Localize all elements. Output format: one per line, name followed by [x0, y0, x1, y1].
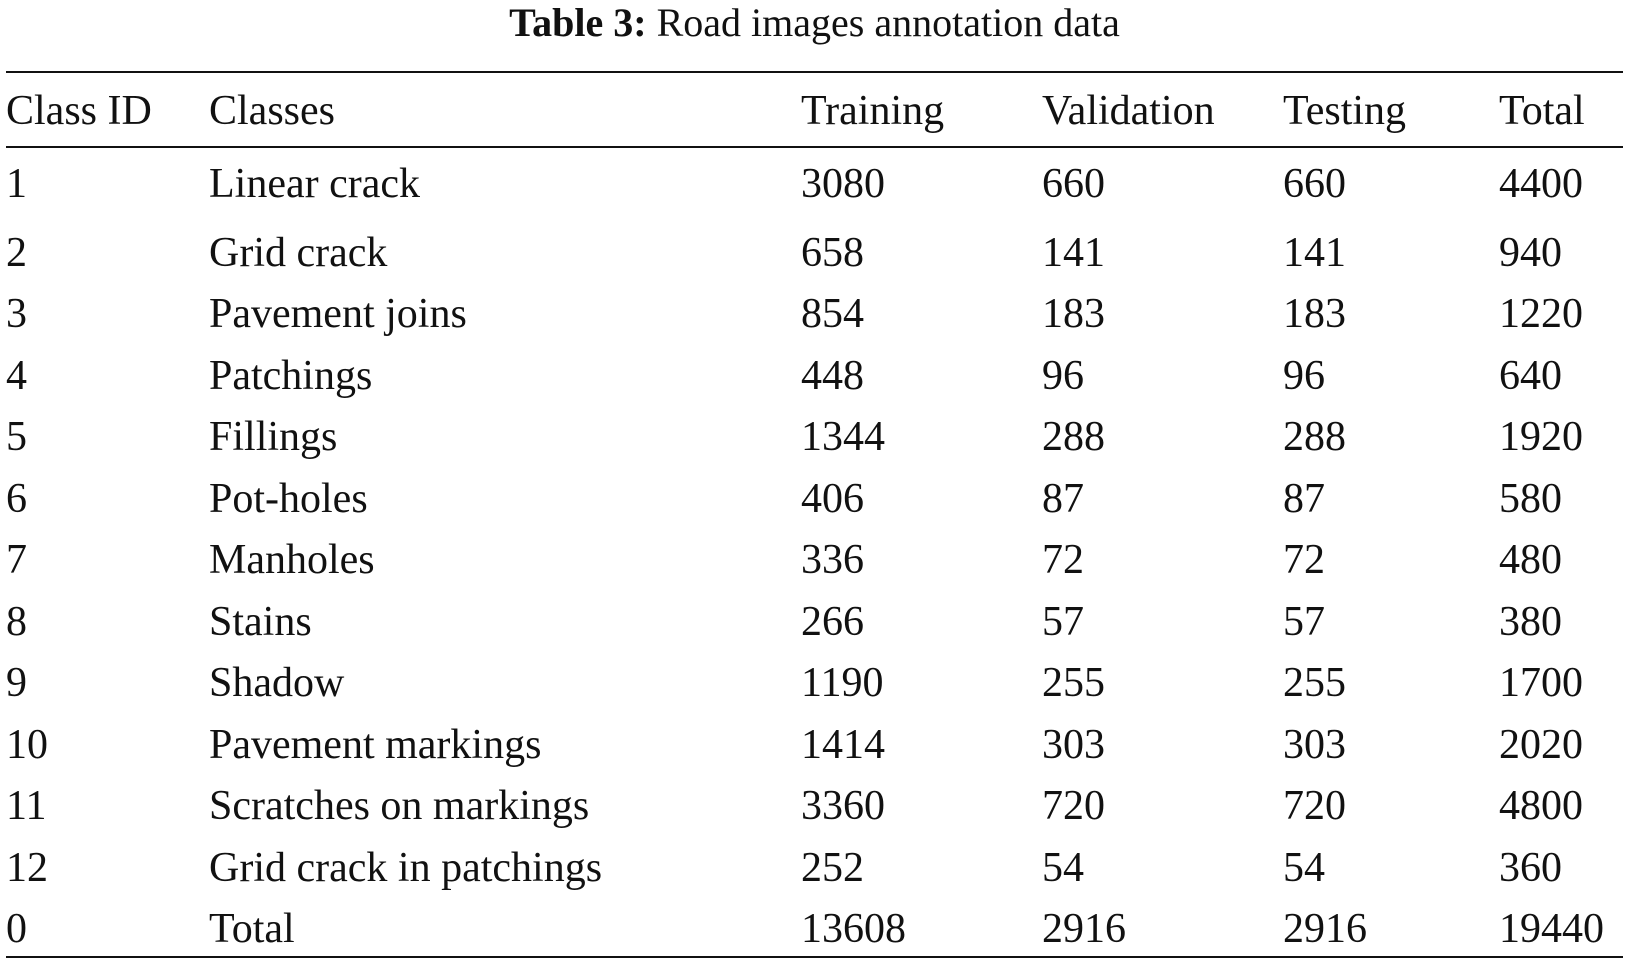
- cell-testing: 183: [1283, 291, 1346, 338]
- cell-testing: 72: [1283, 537, 1325, 584]
- cell-total: 2020: [1499, 721, 1583, 768]
- cell-class-name: Total: [209, 906, 295, 953]
- cell-class-name: Grid crack: [209, 229, 388, 276]
- table-row: [6, 591, 1623, 653]
- cell-total: 1920: [1499, 414, 1583, 461]
- cell-testing: 96: [1283, 352, 1325, 399]
- caption-label: Table 3:: [509, 0, 647, 45]
- cell-testing: 255: [1283, 660, 1346, 707]
- cell-validation: 303: [1042, 721, 1105, 768]
- header-testing: Testing: [1283, 88, 1407, 134]
- cell-total: 480: [1499, 537, 1562, 584]
- cell-class-name: Fillings: [209, 414, 338, 461]
- cell-training: 406: [801, 475, 864, 522]
- cell-testing: 2916: [1283, 906, 1367, 953]
- cell-class-id: 8: [6, 598, 27, 645]
- cell-total: 4800: [1499, 783, 1583, 830]
- cell-class-name: Stains: [209, 598, 312, 645]
- cell-training: 1344: [801, 414, 885, 461]
- table-caption: [0, 0, 1629, 50]
- cell-total: 940: [1499, 229, 1562, 276]
- cell-training: 1414: [801, 721, 885, 768]
- table-body: [6, 146, 1623, 960]
- cell-training: 1190: [801, 660, 884, 707]
- cell-class-id: 0: [6, 906, 27, 953]
- cell-testing: 303: [1283, 721, 1346, 768]
- cell-class-id: 1: [6, 161, 27, 207]
- cell-class-id: 10: [6, 721, 48, 768]
- header-classes: Classes: [209, 88, 335, 134]
- cell-validation: 87: [1042, 475, 1084, 522]
- table-row: [6, 407, 1623, 469]
- table-row: [6, 530, 1623, 592]
- cell-class-name: Pavement joins: [209, 291, 467, 338]
- cell-class-name: Pot-holes: [209, 475, 368, 522]
- cell-class-id: 12: [6, 844, 48, 891]
- cell-validation: 141: [1042, 229, 1105, 276]
- cell-class-id: 11: [6, 783, 47, 830]
- cell-training: 854: [801, 291, 864, 338]
- cell-testing: 720: [1283, 783, 1346, 830]
- table-row: [6, 222, 1623, 284]
- cell-validation: 72: [1042, 537, 1084, 584]
- cell-training: 3360: [801, 783, 885, 830]
- cell-testing: 660: [1283, 161, 1346, 207]
- cell-training: 3080: [801, 161, 885, 207]
- cell-class-name: Pavement markings: [209, 721, 542, 768]
- cell-validation: 720: [1042, 783, 1105, 830]
- table-row: [6, 837, 1623, 899]
- cell-class-id: 5: [6, 414, 27, 461]
- cell-training: 13608: [801, 906, 906, 953]
- cell-validation: 2916: [1042, 906, 1126, 953]
- cell-class-name: Patchings: [209, 352, 373, 399]
- cell-total: 580: [1499, 475, 1562, 522]
- cell-validation: 96: [1042, 352, 1084, 399]
- table-row: [6, 284, 1623, 346]
- cell-class-name: Shadow: [209, 660, 345, 707]
- cell-total: 19440: [1499, 906, 1604, 953]
- cell-class-id: 4: [6, 352, 27, 399]
- cell-testing: 288: [1283, 414, 1346, 461]
- cell-class-id: 9: [6, 660, 27, 707]
- cell-testing: 141: [1283, 229, 1346, 276]
- table-row: [6, 468, 1623, 530]
- cell-validation: 660: [1042, 161, 1105, 207]
- cell-class-name: Linear crack: [209, 161, 421, 207]
- cell-training: 658: [801, 229, 864, 276]
- cell-validation: 57: [1042, 598, 1084, 645]
- cell-testing: 57: [1283, 598, 1325, 645]
- cell-training: 266: [801, 598, 864, 645]
- cell-total: 640: [1499, 352, 1562, 399]
- cell-class-id: 2: [6, 229, 27, 276]
- cell-class-id: 7: [6, 537, 27, 584]
- table-row: [6, 714, 1623, 776]
- table-row: [6, 653, 1623, 715]
- cell-testing: 54: [1283, 844, 1325, 891]
- cell-class-id: 6: [6, 475, 27, 522]
- header-validation: Validation: [1042, 88, 1215, 134]
- header-class-id: Class ID: [6, 88, 152, 134]
- cell-validation: 54: [1042, 844, 1084, 891]
- top-rule: [6, 71, 1623, 73]
- annotation-table: [6, 76, 1623, 960]
- cell-total: 4400: [1499, 161, 1583, 207]
- cell-class-id: 3: [6, 291, 27, 338]
- cell-class-name: Scratches on markings: [209, 783, 590, 830]
- cell-training: 336: [801, 537, 864, 584]
- caption-title: Road images annotation data: [656, 0, 1120, 45]
- cell-class-name: Manholes: [209, 537, 375, 584]
- table-row: [6, 776, 1623, 838]
- table-row: [6, 345, 1623, 407]
- cell-total: 1220: [1499, 291, 1583, 338]
- header-total: Total: [1499, 88, 1585, 134]
- cell-total: 380: [1499, 598, 1562, 645]
- cell-training: 252: [801, 844, 864, 891]
- cell-class-name: Grid crack in patchings: [209, 844, 603, 891]
- header-row: [6, 76, 1623, 146]
- cell-validation: 255: [1042, 660, 1105, 707]
- table-row-total: [6, 899, 1623, 961]
- cell-total: 360: [1499, 844, 1562, 891]
- cell-training: 448: [801, 352, 864, 399]
- cell-validation: 183: [1042, 291, 1105, 338]
- table-row: [6, 146, 1623, 222]
- header-training: Training: [801, 88, 945, 134]
- cell-testing: 87: [1283, 475, 1325, 522]
- cell-total: 1700: [1499, 660, 1583, 707]
- cell-validation: 288: [1042, 414, 1105, 461]
